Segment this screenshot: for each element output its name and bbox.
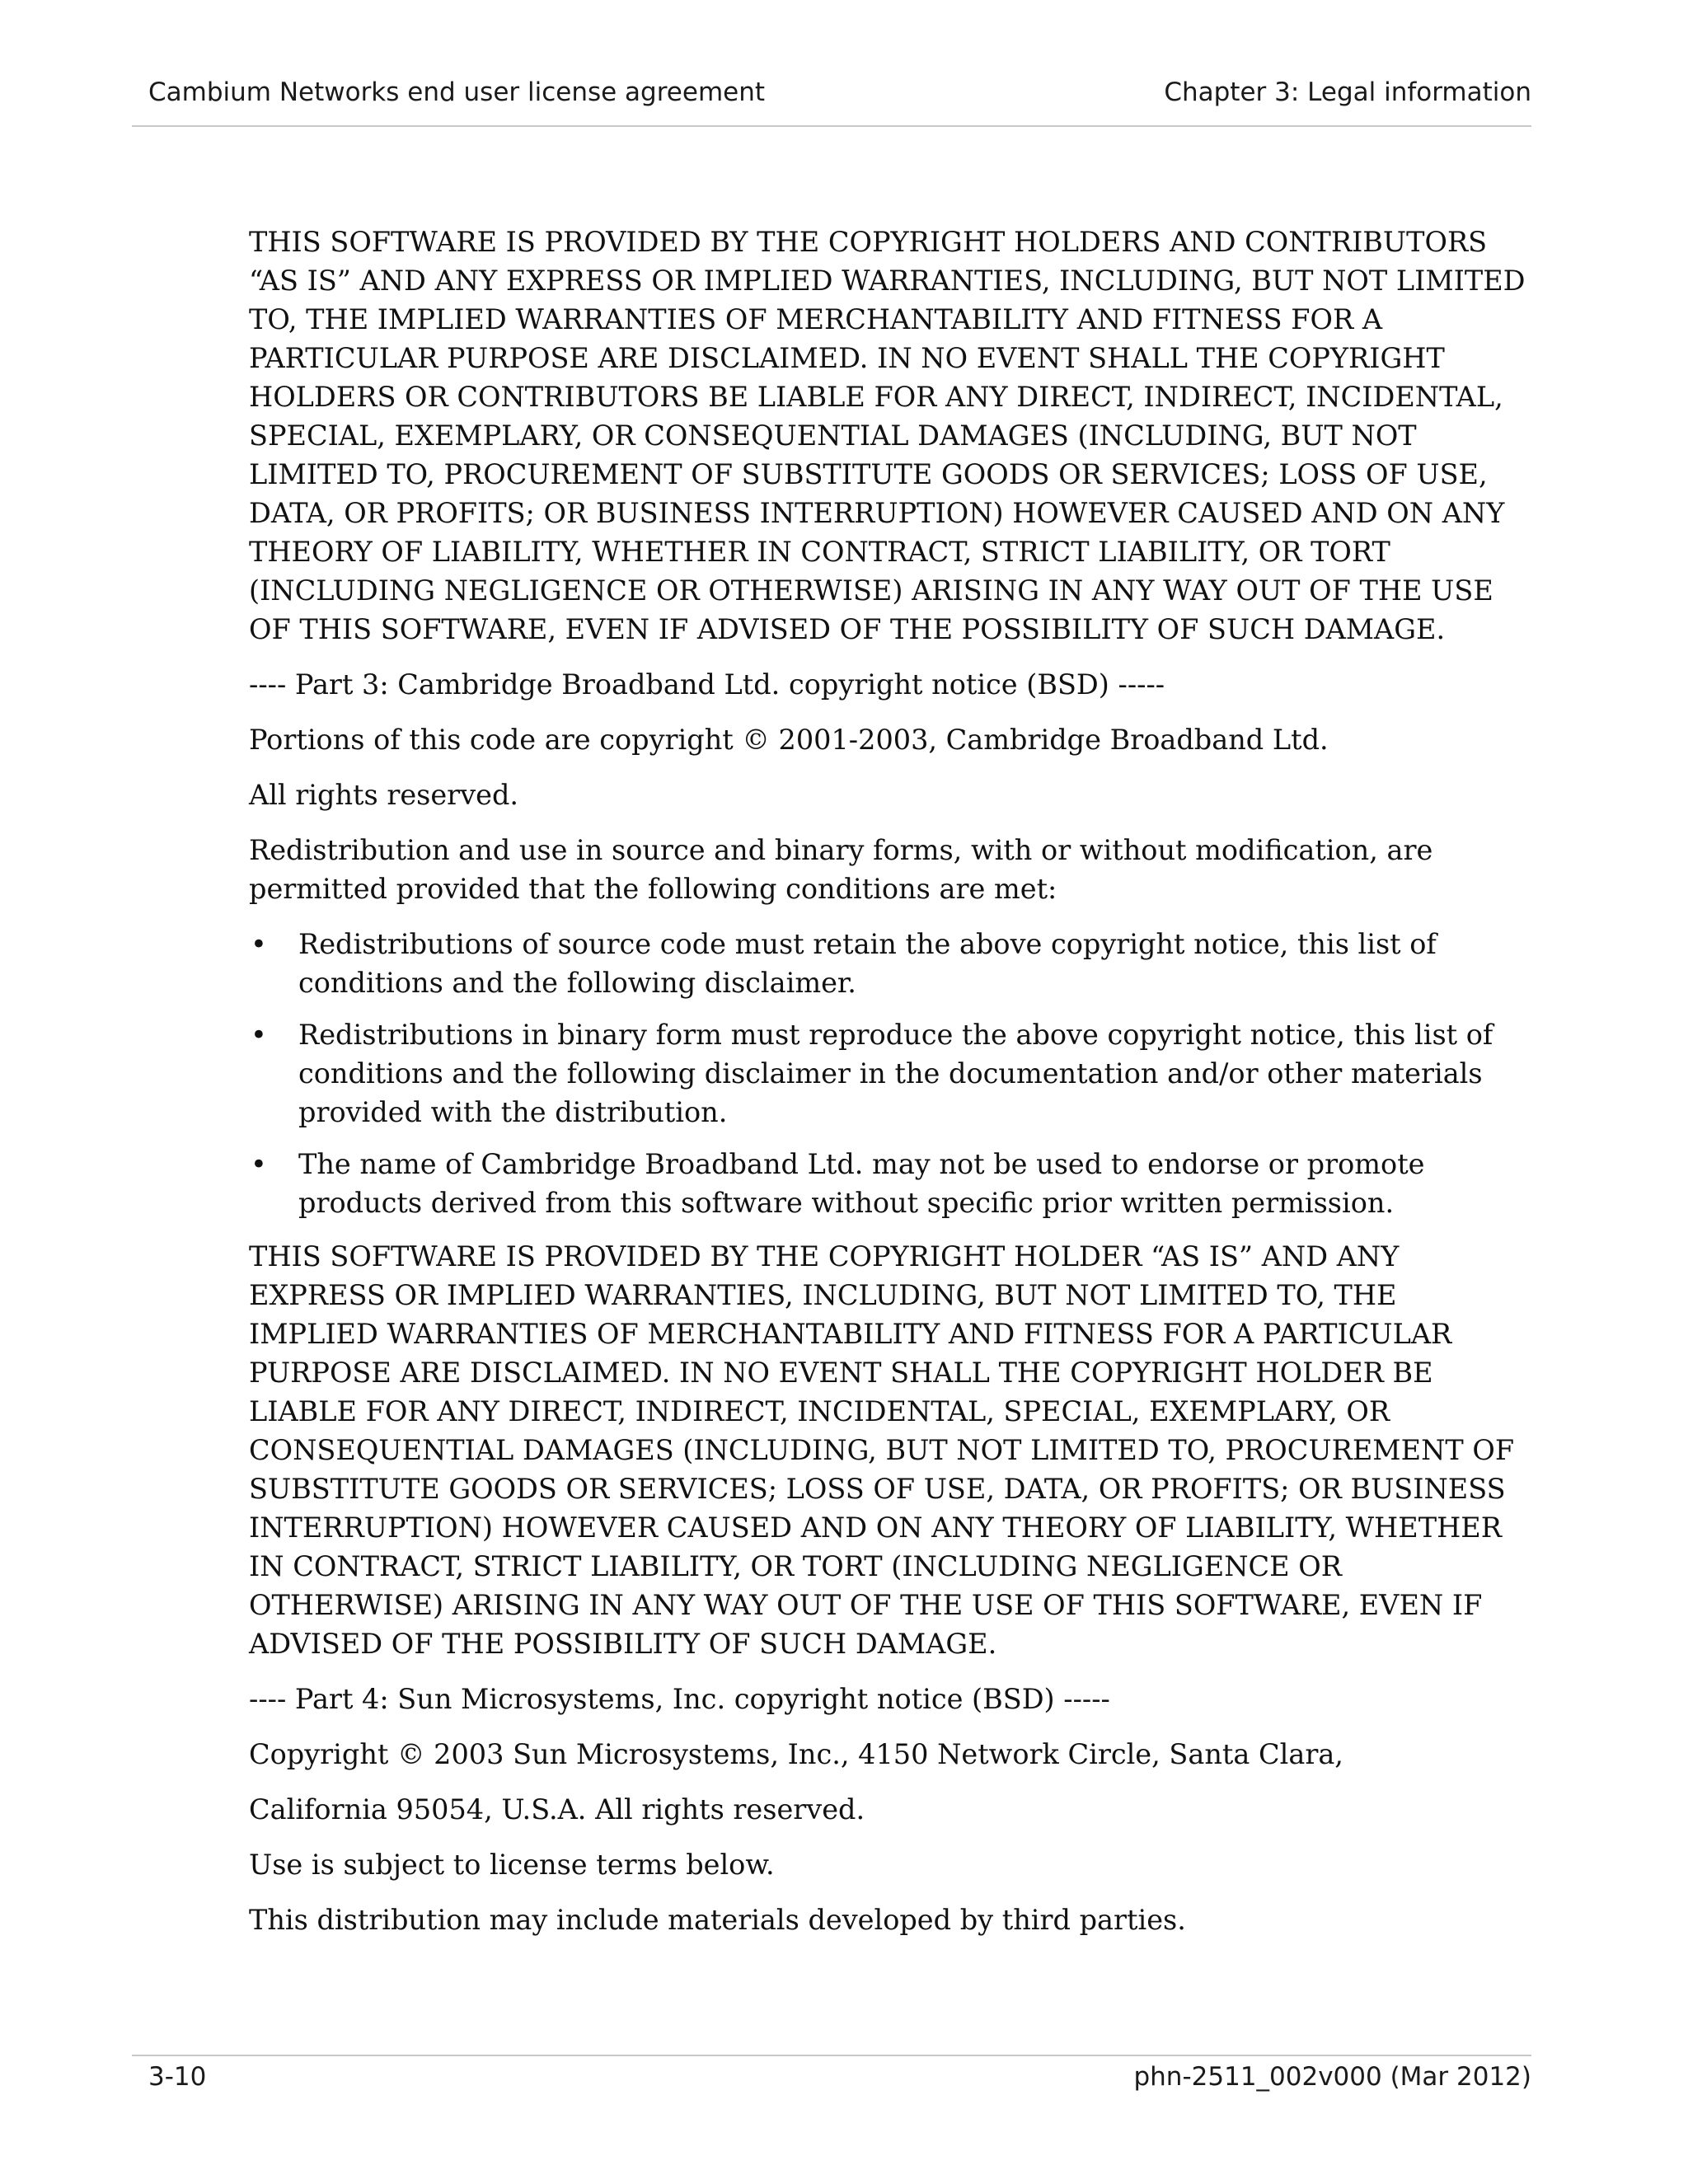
list-item-text: The name of Cambridge Broadband Ltd. may not be used to endorse or promote products derived from this software without specific prior written permission. [298,1148,1425,1219]
bullet-icon: • [251,1019,267,1051]
disclaimer-paragraph-2: THIS SOFTWARE IS PROVIDED BY THE COPYRIGHT HOLDER “AS IS” AND ANY EXPRESS OR IMPLIED WARRANTIES, INCLUDING, BUT NOT LIMITED TO, THE IMPLIED WARRANTIES OF MERCHANTABILITY AND FITNESS FOR A PARTICULAR PURPOSE ARE DISCLAIMED. IN NO EVENT SHALL THE COPYRIGHT HOLDER BE LIABLE FOR ANY DIRECT, INDIRECT, INCIDENTAL, SPECIAL, EXEMPLARY, OR CONSEQUENTIAL DAMAGES (INCLUDING, BUT NOT LIMITED TO, PROCUREMENT OF SUBSTITUTE GOODS OR SERVICES; LOSS OF USE, DATA, OR PROFITS; OR BUSINESS INTERRUPTION) HOWEVER CAUSED AND ON ANY THEORY OF LIABILITY, WHETHER IN CONTRACT, STRICT LIABILITY, OR TORT (INCLUDING NEGLIGENCE OR OTHERWISE) ARISING IN ANY WAY OUT OF THE USE OF THIS SOFTWARE, EVEN IF ADVISED OF THE POSSIBILITY OF SUCH DAMAGE. [249,1240,1515,1660]
part4-license: Use is subject to license terms below. [249,1849,775,1881]
part3-heading: ---- Part 3: Cambridge Broadband Ltd. copyright notice (BSD) ----- [249,668,1165,701]
list-item [249,925,1535,1002]
document-id: phn-2511_002v000 (Mar 2012) [1133,2062,1531,2092]
conditions-list [249,925,1535,1222]
disclaimer-paragraph-1: THIS SOFTWARE IS PROVIDED BY THE COPYRIGHT HOLDERS AND CONTRIBUTORS “AS IS” AND ANY EXPRESS OR IMPLIED WARRANTIES, INCLUDING, BUT NOT LIMITED TO, THE IMPLIED WARRANTIES OF MERCHANTABILITY AND FITNESS FOR A PARTICULAR PURPOSE ARE DISCLAIMED. IN NO EVENT SHALL THE COPYRIGHT HOLDERS OR CONTRIBUTORS BE LIABLE FOR ANY DIRECT, INDIRECT, INCIDENTAL, SPECIAL, EXEMPLARY, OR CONSEQUENTIAL DAMAGES (INCLUDING, BUT NOT LIMITED TO, PROCUREMENT OF SUBSTITUTE GOODS OR SERVICES; LOSS OF USE, DATA, OR PROFITS; OR BUSINESS INTERRUPTION) HOWEVER CAUSED AND ON ANY THEORY OF LIABILITY, WHETHER IN CONTRACT, STRICT LIABILITY, OR TORT (INCLUDING NEGLIGENCE OR OTHERWISE) ARISING IN ANY WAY OUT OF THE USE OF THIS SOFTWARE, EVEN IF ADVISED OF THE POSSIBILITY OF SUCH DAMAGE. [249,226,1526,645]
list-item-text: Redistributions in binary form must reproduce the above copyright notice, this list of conditions and the following disclaimer in the documentation and/or other materials provided with the distribution. [298,1019,1493,1128]
list-item-text: Redistributions of source code must retain the above copyright notice, this list of conditions and the following disclaimer. [298,928,1437,999]
page-number: 3-10 [148,2062,207,2092]
part3-redistribution: Redistribution and use in source and binary forms, with or without modification, are permitted provided that the following conditions are met: [249,834,1433,905]
part4-address: California 95054, U.S.A. All rights reserved. [249,1793,865,1825]
header-document-title: Cambium Networks end user license agreement [148,77,766,107]
part4-third-party: This distribution may include materials developed by third parties. [249,1904,1186,1936]
header-divider [132,125,1531,127]
part3-rights: All rights reserved. [249,779,519,811]
page-header [130,77,1531,114]
page-body [249,223,1535,1956]
header-chapter-title: Chapter 3: Legal information [1164,77,1531,107]
part4-copyright: Copyright © 2003 Sun Microsystems, Inc., 4150 Network Circle, Santa Clara, [249,1738,1343,1770]
footer-divider [132,2055,1531,2056]
part4-heading: ---- Part 4: Sun Microsystems, Inc. copyright notice (BSD) ----- [249,1683,1110,1715]
part3-copyright: Portions of this code are copyright © 2001-2003, Cambridge Broadband Ltd. [249,724,1329,756]
list-item [249,1015,1535,1132]
list-item [249,1145,1535,1222]
bullet-icon: • [251,1148,267,1180]
bullet-icon: • [251,928,267,960]
